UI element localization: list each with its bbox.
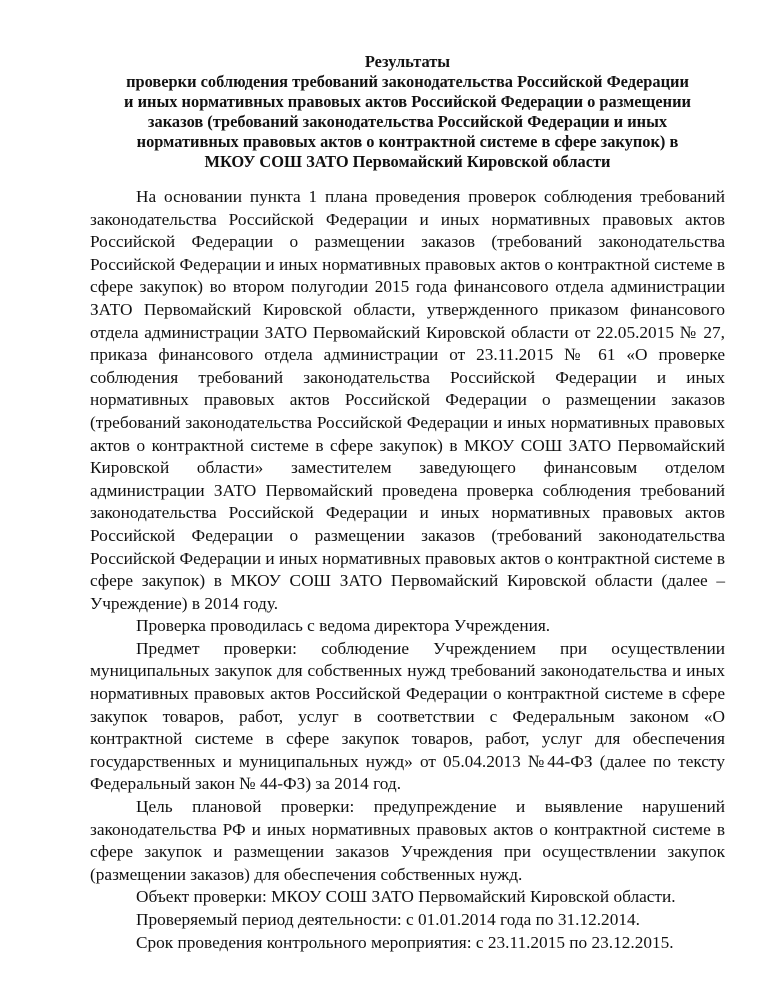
title-line: проверки соблюдения требований законодательства Российской Федерации [126, 72, 689, 91]
document-page [90, 52, 725, 954]
title-line: Результаты [364, 52, 451, 71]
paragraph-consent: Проверка проводилась с ведома директора Учреждения. [136, 616, 551, 636]
paragraph-subject: Предмет проверки: соблюдение Учреждением при осуществлении муниципальных закупок для собственных нужд требований законодательства и иных нормативных правовых актов Российской Федерации о контрактной системе в сфере закупок товаров, работ, услуг в соответствии с Федеральным законом «О контрактной системе в сфере закупок товаров, работ, услуг для обеспечения государственных и муниципальных нужд» от 05.04.2013 №44-ФЗ (далее по тексту Федеральный закон № 44-ФЗ) за 2014 год. [90, 638, 725, 794]
title-line: нормативных правовых актов о контрактной системе в сфере закупок) в [136, 132, 679, 151]
paragraph-object: Объект проверки: МКОУ СОШ ЗАТО Первомайский Кировской области. [136, 887, 676, 907]
title-line: МКОУ СОШ ЗАТО Первомайский Кировской области [204, 152, 611, 171]
title-line: заказов (требований законодательства Российской Федерации и иных [147, 112, 668, 131]
paragraph-goal: Цель плановой проверки: предупреждение и выявление нарушений законодательства РФ и иных нормативных правовых актов о контрактной системе в сфере закупок и размещении заказов Учреждения при осуществлении закупок (размещении заказов) для обеспечения собственных нужд. [90, 797, 725, 884]
paragraph-period: Проверяемый период деятельности: с 01.01.2014 года по 31.12.2014. [136, 910, 640, 929]
title-line: и иных нормативных правовых актов Российской Федерации о размещении [124, 92, 691, 111]
paragraph-basis: На основании пункта 1 плана проведения проверок соблюдения требований законодательства Российской Федерации и иных нормативных правовых актов Российской Федерации о размещении заказов (требований законодательства Российской Федерации и иных нормативных правовых актов о контрактной системе в сфере закупок) во втором полугодии 2015 года финансового отдела администрации ЗАТО Первомайский Кировской области, утвержденного приказом финансового отдела администрации ЗАТО Первомайский Кировской области от 22.05.2015 № 27, приказа финансового отдела администрации от 23.11.2015 № 61 «О проверке соблюдения требований законодательства Российской Федерации и иных нормативных правовых актов Российской Федерации о размещении заказов (требований законодательства Российской Федерации и иных нормативных правовых актов о контрактной системе в сфере закупок) в МКОУ СОШ ЗАТО Первомайский Кировской области» заместителем заведующего финансовым отделом администрации ЗАТО Первомайский проведена проверка соблюдения требований законодательства Российской Федерации и иных нормативных правовых актов Российской Федерации о размещении заказов (требований законодательства Российской Федерации и иных нормативных правовых актов о контрактной системе в сфере закупок) в МКОУ СОШ ЗАТО Первомайский Кировской области (далее – Учреждение) в 2014 году. [90, 187, 725, 613]
document-body [90, 186, 725, 954]
paragraph-deadline: Срок проведения контрольного мероприятия: с 23.11.2015 по 23.12.2015. [136, 932, 674, 952]
document-title [90, 52, 725, 172]
